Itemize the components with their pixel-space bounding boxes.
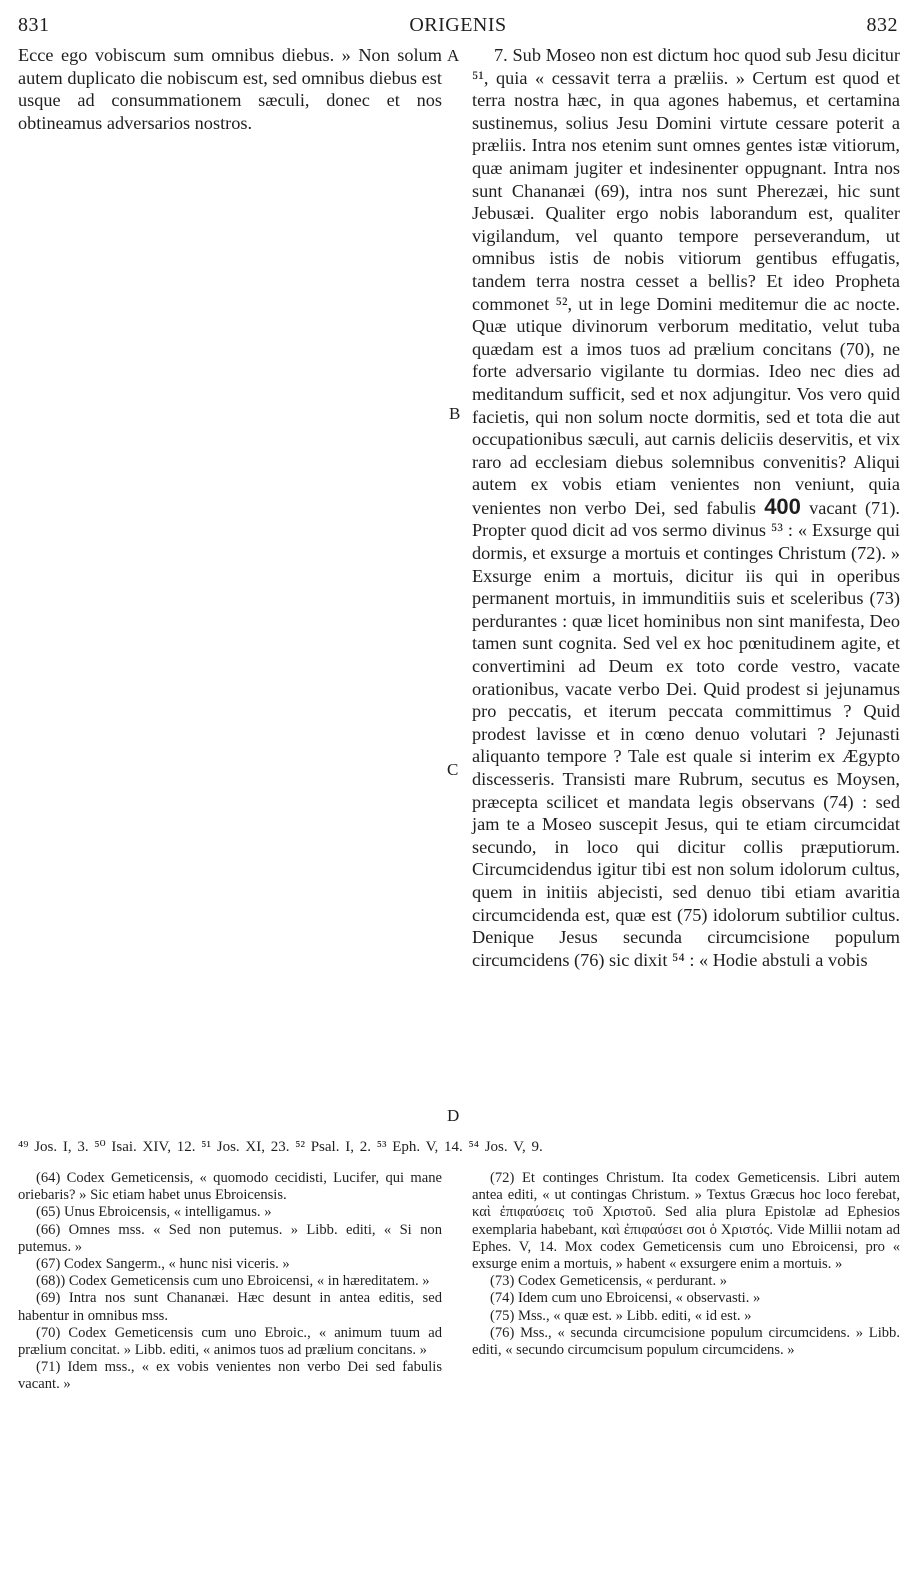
left-text-column [18,44,442,134]
note: (75) Mss., « quæ est. » Libb. editi, « id est. » [490,1307,752,1324]
running-header [18,10,898,40]
section-marker-b: B [449,404,461,423]
note: (68)) Codex Gemeticensis cum uno Ebroicensi, « in hæreditatem. » [36,1273,430,1290]
note: (76) Mss., « secunda circumcisione populum circumcidens. » Libb. editi, « secundo circumcisum populum circumcidens. » [472,1324,900,1359]
section-marker-a: A [447,46,460,65]
paragraph: Ecce ego vobiscum sum omnibus diebus. » Non solum autem duplicato die nobiscum est, sed omnibus diebus est usque ad consummationem sæculi, donec et nos obtineamus adversarios nostros. [18,45,442,133]
note: (66) Omnes mss. « Sed non putemus. » Libb. editi, « Si non putemus. » [18,1221,442,1255]
note: (65) Unus Ebroicensis, « intelligamus. » [36,1204,272,1221]
section-marker-d: D [447,1106,460,1125]
note: (74) Idem cum uno Ebroicensi, « observasti. » [490,1290,761,1307]
section-marker-c: C [447,760,459,779]
note: (73) Codex Gemeticensis, « perdurant. » [490,1273,728,1290]
running-title: ORIGENIS [409,14,507,36]
note: (67) Codex Sangerm., « hunc nisi viceris. » [36,1256,290,1273]
page-number-left: 831 [18,14,50,36]
paragraph [472,44,900,971]
notes-left-column [18,1170,442,1394]
notes-right-column [472,1170,900,1359]
note: (71) Idem mss., « ex vobis venientes non verbo Dei sed fabulis vacant. » [18,1359,442,1393]
note: (70) Codex Gemeticensis cum uno Ebroic., « animum tuum ad prælium concitat. » Libb. editi, « animos tuos ad prælium concitans. » [18,1324,442,1359]
page-number-right: 832 [866,14,898,36]
note: (64) Codex Gemeticensis, « quomodo cecidisti, Lucifer, qui mane oriebaris? » Sic etiam habet unus Ebroicensis. [18,1170,442,1204]
column-number-marker: 400 [764,493,801,519]
scripture-references: ⁴⁹ Jos. I, 3. ⁵⁰ Isai. XIV, 12. ⁵¹ Jos. XI, 23. ⁵² Psal. I, 2. ⁵³ Eph. V, 14. ⁵⁴ Jos. V, 9. [18,1139,543,1155]
note: (69) Intra nos sunt Chananæi. Hæc desunt in antea editis, sed habentur in omnibus mss. [18,1290,442,1324]
paragraph-text-part-1: 7. Sub Moseo non est dictum hoc quod sub Jesu dicitur ⁵¹, quia « cessavit terra a præliis. » Certum est quod et terra nostra hæc, in qua agones habemus, et certamina sustinemus, solius Jesu Domini virtute cessare poterit a præliis. Intra nos etenim sunt omnes gentes istæ vitiorum, quæ animam jugiter et indesinenter oppugnant. Intra nos sunt Chananæi (69), intra nos sunt Pherezæi, hic sunt Jebusæi. Qualiter ergo nobis laborandum est, qualiter vigilandum, vel quanto tempore perseverandum, ut omnibus istis de nobis vitiorum gentibus effugatis, tandem terra nostra cesset a bellis? Et ideo Propheta commonet ⁵², ut in lege Domini meditemur die ac nocte. Quæ utique divinorum verborum meditatio, velut tuba quædam est a imos tuos ad prælium concitans (70), ne forte adversario vigilante tu dormias. Ideo nec dies ad meditandum sufficit, sed et nox adjungitur. Vos vero quid facietis, qui non solum nocte dormitis, sed et tota die aut occupationibus sæculi, aut carnis deliciis deservitis, et vix raro ad ecclesiam diebus solemnibus convenitis? Aliqui autem ex vobis etiam venientes non veniunt, quia venientes non verbo Dei, sed fabulis [472,45,900,518]
right-text-column [472,44,900,971]
paragraph-text-part-2: vacant (71). Propter quod dicit ad vos sermo divinus ⁵³ : « Exsurge qui dormis, et exsurge a mortuis et continges Christum (72). » Exsurge enim a mortuis, dicitur iis qui in operibus permanent mortuis, in immunditiis suis et sceleribus (73) perdurantes : quæ licet hominibus non sint manifesta, Deo tamen sunt cognita. Sed vel ex hoc pœnitudinem agite, et convertimini ad Deum ex toto corde vestro, vacate orationibus, vacate verbo Dei. Quid prodest si jejunamus pro peccatis, et iterum peccata committimus ? Quid prodest lavisse et in cœno denuo volutari ? Jejunasti aliquanto tempore ? Tale est quale si interim ex Ægypto discesseris. Transisti mare Rubrum, secutus es Moysen, præcepta scilicet et mandata legis observans (74) : sed jam te a Moseo suscepit Jesus, qui te etiam circumcidat secundo, in loco qui dicitur collis præputiorum. Circumcidendus igitur tibi est non solum idolorum cultus, quem in initiis abjecisti, sed denuo tibi etiam avaritia circumcidenda est, quæ est (75) idolorum subtilior cultus. Denique Jesus secunda circumcisione populum circumcidens (76) sic dixit ⁵⁴ : « Hodie abstuli a vobis [472,497,900,970]
note: (72) Et continges Christum. Ita codex Gemeticensis. Libri autem antea editi, « ut contingas Christum. » Textus Græcus hoc loco ferebat, καὶ ἐπιφαύσεις τοῦ Χριστοῦ. Sed alia plura Epistolæ ad Ephesios exemplaria habebant, καὶ ἐπιφαύσει σοι ὁ Χριστός. Vide Millii notam ad Ephes. V, 14. Mox codex Gemeticensis cum uno Ebroicensi, pro « exsurge enim a mortuis, » habent « exsurgere enim a mortuis. » [472,1170,900,1273]
